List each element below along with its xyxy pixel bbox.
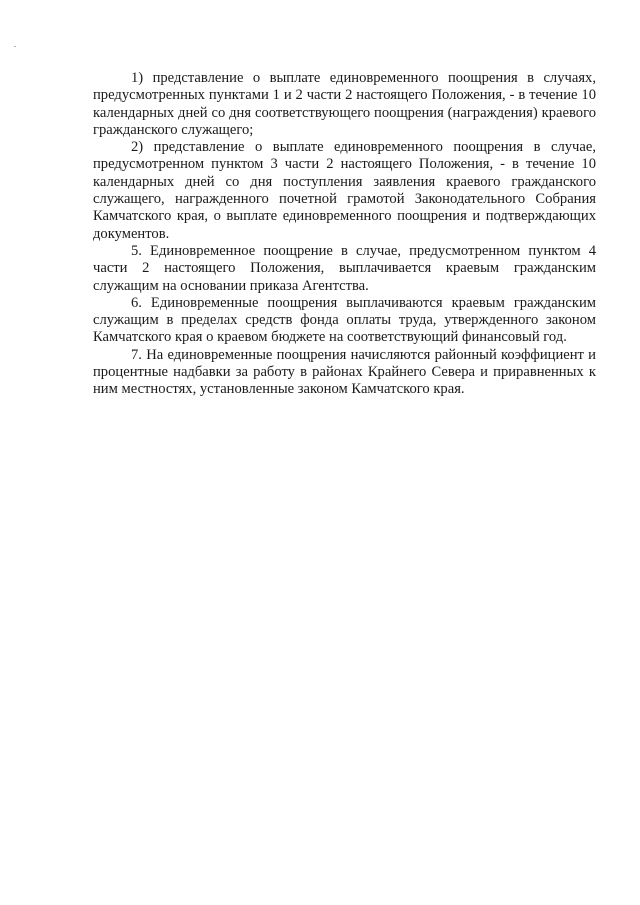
paragraph-5: 5. Единовременное поощрение в случае, предусмотренном пунктом 4 части 2 настоящего Положения, выплачивается краевым гражданским служащим на основании приказа Агентства. (93, 242, 596, 294)
paragraph-6: 6. Единовременные поощрения выплачиваются краевым гражданским служащим в пределах средств фонда оплаты труда, утвержденного законом Камчатского края о краевом бюджете на соответствующий финансовый год. (93, 294, 596, 346)
scan-mark (14, 46, 16, 47)
paragraph-1-2: 2) представление о выплате единовременного поощрения в случае, предусмотренном пунктом 3 части 2 настоящего Положения, - в течение 10 календарных дней со дня поступления заявления краевого гражданского служащего, награжденного почетной грамотой Законодательного Собрания Камчатского края, о выплате единовременного поощрения и подтверждающих документов. (93, 139, 596, 242)
paragraph-7: 7. На единовременные поощрения начисляются районный коэффициент и процентные надбавки за работу в районах Крайнего Севера и приравненных к ним местностях, установленные законом Камчатского края. (93, 346, 596, 398)
paragraph-1-1: 1) представление о выплате единовременного поощрения в случаях, предусмотренных пунктами 1 и 2 части 2 настоящего Положения, - в течение 10 календарных дней со дня соответствующего поощрения (награждения) краевого гражданского служащего; (93, 70, 596, 138)
document-body (93, 70, 596, 399)
